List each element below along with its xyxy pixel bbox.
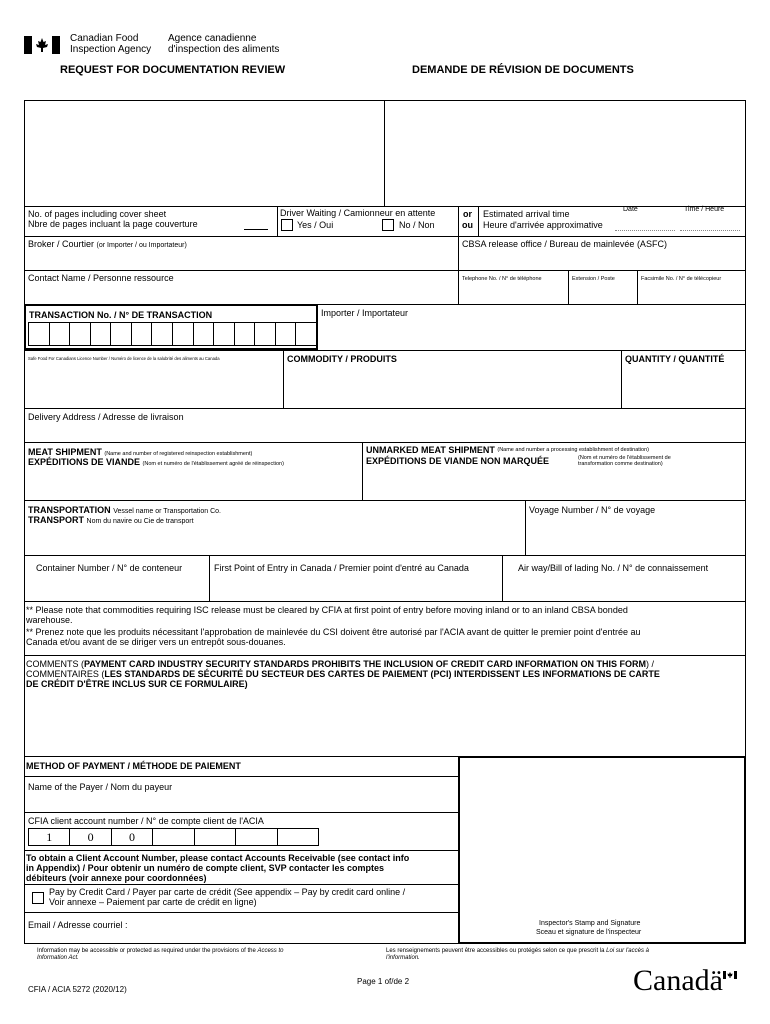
transaction-digit-cell[interactable]: [172, 322, 194, 346]
delivery-address-field[interactable]: [26, 424, 742, 440]
isc-note-fr-line1: ** Prenez note que les produits nécessitant l'approbation de mainlevée du CSI doivent être autorisé par l'ACIA avant de quitter le premier point d'entrée au: [26, 627, 641, 637]
recipient-address-area[interactable]: [387, 102, 744, 204]
broker-label: [28, 239, 187, 251]
meat-shipment-field[interactable]: [26, 470, 360, 498]
form-id: CFIA / ACIA 5272 (2020/12): [28, 985, 127, 994]
inspector-stamp-label-fr: Sceau et signature de l'inspecteur: [536, 929, 642, 936]
obtain-account-line2: in Appendix) / Pour obtenir un numéro de compte client, SVP contacter les comptes: [26, 863, 385, 873]
comments-line1-b: PAYMENT CARD INDUSTRY SECURITY STANDARDS PROHIBITS THE INCLUSION OF CREDIT CARD INFORMATION ON THIS FORM: [84, 659, 647, 669]
client-account-digit-cell[interactable]: [152, 828, 194, 846]
transaction-digit-cell[interactable]: [254, 322, 276, 346]
transaction-digit-cell[interactable]: [213, 322, 235, 346]
comments-field[interactable]: [26, 692, 742, 754]
payer-name-label: Name of the Payer / Nom du payeur: [28, 782, 173, 792]
comments-line1-c: ) /: [646, 659, 655, 669]
access-en-part1: Information may be accessible or protected as required under the provisions of the: [37, 948, 258, 954]
payer-name-field[interactable]: [26, 794, 456, 810]
importer-label: Importer / Importateur: [321, 308, 409, 318]
or-label-en: or: [463, 209, 472, 219]
page-title-fr: DEMANDE DE RÉVISION DE DOCUMENTS: [412, 64, 634, 76]
page-title-en: REQUEST FOR DOCUMENTATION REVIEW: [60, 64, 286, 76]
broker-label-sub: (or Importer / ou Importateur): [96, 242, 187, 249]
first-point-entry-label: First Point of Entry in Canada / Premier point d'entré au Canada: [214, 563, 469, 573]
unmarked-meat-title-en: UNMARKED MEAT SHIPMENT: [366, 445, 495, 455]
client-account-digit-cell[interactable]: 1: [28, 828, 70, 846]
transaction-digit-cell[interactable]: [69, 322, 91, 346]
contact-name-field[interactable]: [26, 285, 456, 301]
transaction-digit-cell[interactable]: [234, 322, 256, 346]
canada-wordmark: Canadä: [633, 964, 723, 997]
obtain-account-line1: To obtain a Client Account Number, please contact Accounts Receivable (see contact info: [26, 853, 410, 863]
meat-shipment-title-en: MEAT SHIPMENT: [28, 447, 102, 457]
isc-note-en-line1: ** Please note that commodities requiring ISC release must be cleared by CFIA at first point of entry before moving inland or to an inland CBSA bonded: [26, 605, 628, 615]
transaction-label: TRANSACTION No. / N° DE TRANSACTION: [29, 310, 213, 320]
quantity-field[interactable]: [623, 366, 744, 406]
comments-line1-a: COMMENTS (: [26, 659, 84, 669]
access-notice-en: [37, 948, 283, 955]
airway-bill-field[interactable]: [505, 577, 744, 597]
first-point-entry-field[interactable]: [212, 577, 499, 597]
driver-yes-label: Yes / Oui: [297, 220, 334, 230]
access-fr-part1: Les renseignements peuvent être accessibles ou protégés selon ce que prescrit la: [386, 948, 607, 954]
arrival-label-fr: Heure d'arrivée approximative: [483, 220, 603, 230]
sender-address-area[interactable]: [26, 102, 382, 204]
email-field[interactable]: [142, 918, 454, 934]
sfc-licence-label: Safe Food For Canadians Licence Number / Numéro de licence de la salubrité des aliments au Canada: [28, 356, 220, 361]
unmarked-meat-sub-fr-2: transformation comme destination): [578, 461, 663, 467]
voyage-number-label: Voyage Number / N° de voyage: [529, 505, 656, 515]
driver-waiting-label: Driver Waiting / Camionneur en attente: [280, 208, 436, 218]
page-number: Page 1 of/de 2: [357, 977, 410, 986]
transportation-field[interactable]: [26, 528, 522, 552]
meat-shipment-label-fr: [28, 457, 284, 469]
client-account-digit-cell[interactable]: [277, 828, 319, 846]
comments-label-line1: [26, 659, 654, 669]
client-account-digit-cell[interactable]: [194, 828, 236, 846]
airway-bill-label: Air way/Bill of lading No. / N° de connaissement: [518, 563, 709, 573]
broker-field[interactable]: [26, 251, 456, 267]
unmarked-meat-sub-fr-1: (Nom et numéro de l'établissement de: [578, 455, 671, 461]
isc-note-fr-line2: Canada et/ou avant de se diriger vers un entrepôt sous-douanes.: [26, 637, 286, 647]
inspector-stamp-label-en: Inspector's Stamp and Signature: [539, 920, 641, 927]
meat-shipment-title-fr: EXPÉDITIONS DE VIANDE: [28, 457, 141, 467]
unmarked-meat-label-en: [366, 445, 649, 455]
container-number-label: Container Number / N° de conteneur: [36, 563, 183, 573]
access-notice-fr: [386, 948, 649, 955]
unmarked-meat-field[interactable]: [364, 470, 744, 498]
payment-method-label: METHOD OF PAYMENT / MÉTHODE DE PAIEMENT: [26, 761, 241, 771]
voyage-number-field[interactable]: [527, 518, 744, 552]
transaction-digit-cell[interactable]: [90, 322, 112, 346]
arrival-label-en: Estimated arrival time: [483, 209, 570, 219]
transaction-digit-cell[interactable]: [28, 322, 50, 346]
access-fr-italic: Loi sur l'accès à: [606, 948, 649, 954]
contact-name-label: Contact Name / Personne ressource: [28, 273, 174, 283]
access-notice-en-2: Information Act.: [37, 955, 79, 961]
driver-yes-checkbox[interactable]: [281, 219, 293, 231]
container-number-field[interactable]: [26, 577, 206, 597]
commodity-field[interactable]: [285, 366, 618, 406]
cbsa-office-label: CBSA release office / Bureau de mainlevée (ASFC): [462, 239, 667, 249]
driver-no-checkbox[interactable]: [382, 219, 394, 231]
transaction-digit-cell[interactable]: [49, 322, 71, 346]
access-en-italic: Access to: [257, 948, 284, 954]
sfc-licence-field[interactable]: [26, 366, 280, 406]
pages-label-fr: Nbre de pages incluant la page couverture: [28, 219, 198, 229]
importer-field[interactable]: [320, 320, 744, 348]
telephone-label: Telephone No. / N° de téléphone: [462, 276, 542, 282]
client-account-digit-cell[interactable]: 0: [69, 828, 111, 846]
inspector-stamp-area[interactable]: [462, 760, 742, 914]
comments-line2-a: COMMENTAIRES (: [26, 669, 105, 679]
transaction-digit-cell[interactable]: [110, 322, 132, 346]
fax-label: Facsimile No. / N° de télécopieur: [641, 276, 722, 282]
meat-shipment-sub-fr: (Nom et numéro de l'établissement agréé de réinspection): [142, 461, 284, 467]
comments-line2-b: LES STANDARDS DE SÉCURITÉ DU SECTEUR DES CARTES DE PAIEMENT (PCI) INTERDISSENT LES INFORMATIONS DE CARTE: [104, 669, 660, 679]
client-account-digit-cell[interactable]: 0: [111, 828, 153, 846]
transaction-digit-cell[interactable]: [275, 322, 297, 346]
commodity-label: COMMODITY / PRODUITS: [287, 354, 397, 364]
transaction-digit-cell[interactable]: [131, 322, 153, 346]
agency-name-fr-line2: d'inspection des aliments: [168, 44, 280, 55]
agency-name-fr-line1: Agence canadienne: [168, 33, 257, 44]
delivery-address-label: Delivery Address / Adresse de livraison: [28, 412, 184, 422]
comments-label-line3: DE CRÉDIT D'ÊTRE INCLUS SUR CE FORMULAIRE): [26, 679, 248, 689]
cbsa-office-field[interactable]: [460, 251, 744, 267]
transaction-digit-cell[interactable]: [193, 322, 215, 346]
transportation-title-fr: TRANSPORT: [28, 515, 84, 525]
canada-flag-logo: [24, 36, 60, 54]
client-account-label: CFIA client account number / N° de compte client de l'ACIA: [28, 816, 264, 826]
extension-label: Extension / Poste: [572, 276, 615, 282]
transaction-digit-cell[interactable]: [295, 322, 317, 346]
email-label: Email / Adresse courriel :: [28, 920, 128, 930]
transaction-digit-cells[interactable]: [28, 322, 316, 347]
transportation-label-fr: [28, 515, 194, 527]
transaction-digit-cell[interactable]: [151, 322, 173, 346]
date-field[interactable]: [615, 216, 675, 231]
credit-card-line2: Voir annexe – Paiement par carte de crédit en ligne): [49, 897, 257, 907]
obtain-account-line3: débiteurs (voir annexe pour coordonnées): [26, 873, 207, 883]
transportation-sub-fr: Nom du navire ou Cie de transport: [86, 518, 194, 525]
time-label: Time / Heure: [684, 206, 725, 213]
transportation-sub-en: Vessel name or Transportation Co.: [113, 508, 221, 515]
credit-card-line1: Pay by Credit Card / Payer par carte de crédit (See appendix – Pay by credit card online /: [49, 887, 406, 897]
wordmark-flag-icon: [723, 966, 737, 974]
unmarked-meat-sub-en: (Name and number a processing establishment of destination): [497, 447, 649, 453]
driver-no-label: No / Non: [399, 220, 435, 230]
credit-card-checkbox[interactable]: [32, 892, 44, 904]
isc-note-en-line2: warehouse.: [26, 615, 73, 625]
agency-name-en-line2: Inspection Agency: [70, 44, 152, 55]
client-account-digit-cell[interactable]: [235, 828, 277, 846]
or-label-fr: ou: [462, 220, 473, 230]
meat-shipment-sub-en: (Name and number of registered reinspection establishment): [104, 451, 253, 457]
agency-name-en-line1: Canadian Food: [70, 33, 139, 44]
broker-label-text: Broker / Courtier: [28, 239, 95, 249]
access-notice-fr-2: l'information.: [386, 955, 420, 961]
client-account-cells[interactable]: [28, 828, 318, 846]
date-label: Date: [623, 206, 638, 213]
comments-label-line2: [26, 669, 660, 679]
pages-label-en: No. of pages including cover sheet: [28, 209, 167, 219]
time-field[interactable]: [680, 216, 740, 231]
unmarked-meat-title-fr: EXPÉDITIONS DE VIANDE NON MARQUÉE: [366, 456, 550, 466]
transportation-title-en: TRANSPORTATION: [28, 505, 111, 515]
quantity-label: QUANTITY / QUANTITÉ: [625, 354, 725, 364]
